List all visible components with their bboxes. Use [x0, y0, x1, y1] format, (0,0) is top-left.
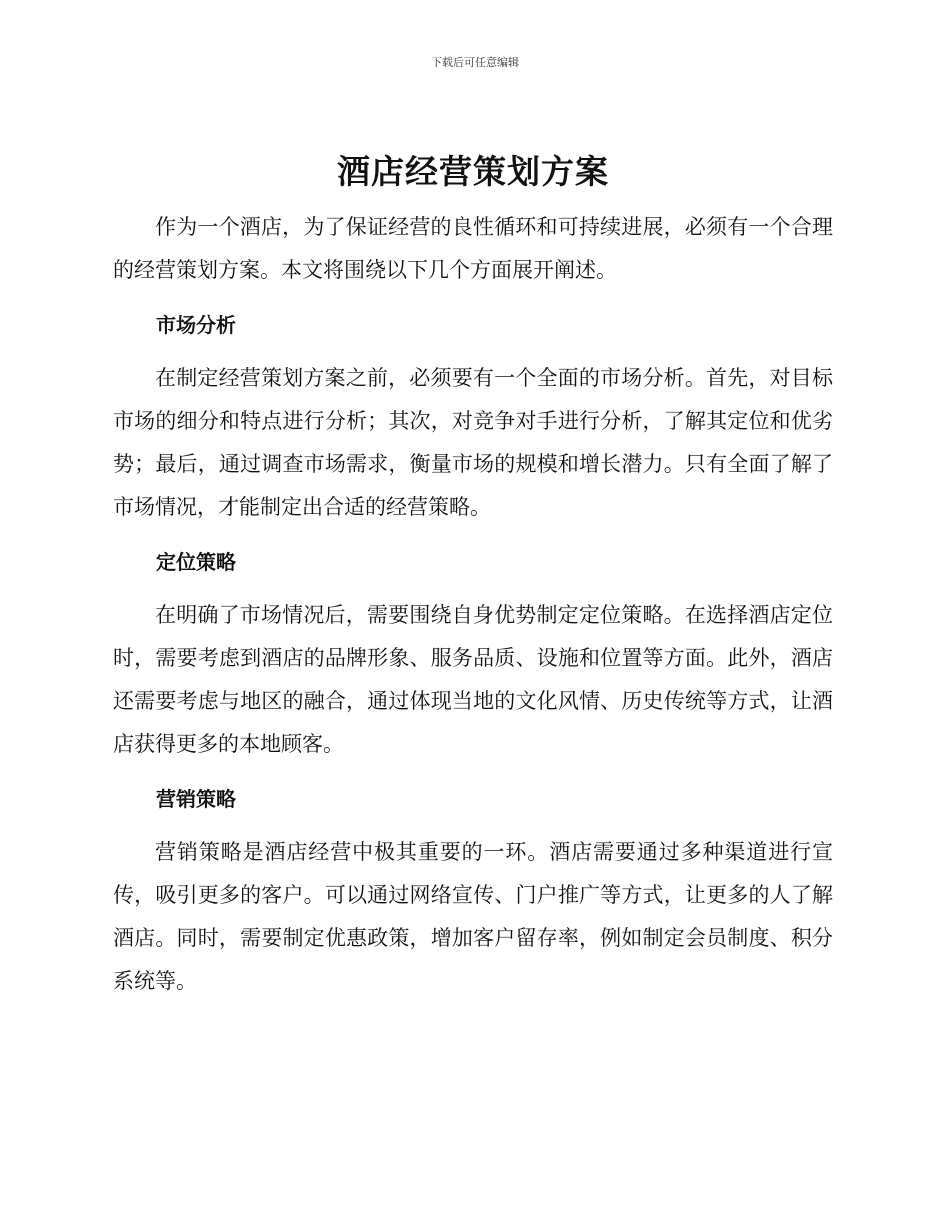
- section-heading-marketing-strategy: 营销策略: [156, 787, 236, 811]
- section-body-positioning-strategy: 在明确了市场情况后，需要围绕自身优势制定定位策略。在选择酒店定位时，需要考虑到酒店的品牌形象、服务品质、设施和位置等方面。此外，酒店还需要考虑与地区的融合，通过体现当地的文化风情、历史传统等方式，让酒店获得更多的本地顾客。: [113, 603, 833, 756]
- document-title: 酒店经营策划方案: [337, 152, 609, 191]
- header-note: 下载后可任意编辑: [431, 56, 519, 69]
- section-body-marketing-strategy: 营销策略是酒店经营中极其重要的一环。酒店需要通过多种渠道进行宣传，吸引更多的客户。可以通过网络宣传、门户推广等方式，让更多的人了解酒店。同时，需要制定优惠政策，增加客户留存率，例如制定会员制度、积分系统等。: [113, 840, 833, 993]
- section-heading-market-analysis: 市场分析: [156, 313, 236, 337]
- section-body-market-analysis: 在制定经营策划方案之前，必须要有一个全面的市场分析。首先，对目标市场的细分和特点进行分析；其次，对竞争对手进行分析，了解其定位和优劣势；最后，通过调查市场需求，衡量市场的规模和增长潜力。只有全面了解了市场情况，才能制定出合适的经营策略。: [113, 366, 833, 519]
- intro-paragraph: 作为一个酒店，为了保证经营的良性循环和可持续进展，必须有一个合理的经营策划方案。本文将围绕以下几个方面展开阐述。: [113, 215, 833, 282]
- document-body: [113, 148, 833, 1003]
- section-heading-positioning-strategy: 定位策略: [156, 550, 236, 574]
